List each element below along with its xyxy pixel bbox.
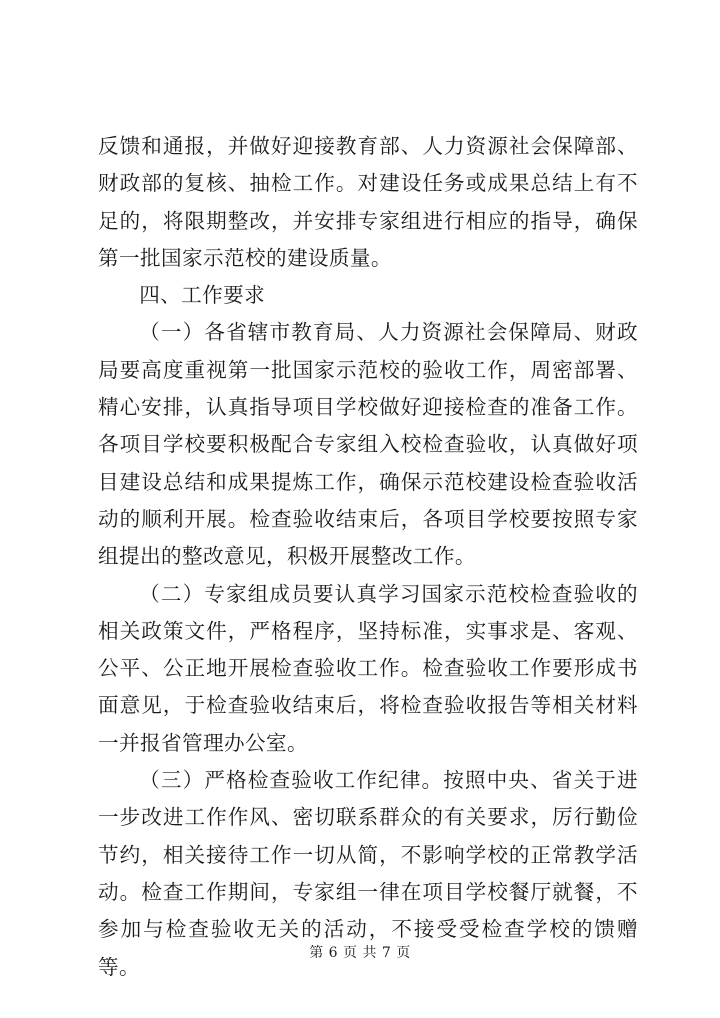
paragraph-requirement-2: （二）专家组成员要认真学习国家示范校检查验收的相关政策文件，严格程序，坚持标准，实事求是、客观、公平、公正地开展检查验收工作。检查验收工作要形成书面意见，于检查验收结束后，将检查验收报告等相关材料一并报省管理办公室。 — [98, 581, 638, 755]
page-number-label: 第 6 页 共 7 页 — [309, 945, 411, 961]
paragraph-requirement-1: （一）各省辖市教育局、人力资源社会保障局、财政局要高度重视第一批国家示范校的验收工作，周密部署、精心安排，认真指导项目学校做好迎接检查的准备工作。各项目学校要积极配合专家组入校检查验收，认真做好项目建设总结和成果提炼工作，确保示范校建设检查验收活动的顺利开展。检查验收结束后，各项目学校要按照专家组提出的整改意见，积极开展整改工作。 — [98, 320, 638, 569]
document-body — [98, 128, 638, 986]
page-footer — [0, 944, 720, 962]
section-heading-work-requirements: 四、工作要求 — [139, 283, 266, 308]
paragraph-continuation: 反馈和通报，并做好迎接教育部、人力资源社会保障部、财政部的复核、抽检工作。对建设任务或成果总结上有不足的，将限期整改，并安排专家组进行相应的指导，确保第一批国家示范校的建设质量。 — [98, 134, 638, 270]
paragraph-requirement-3: （三）严格检查验收工作纪律。按照中央、省关于进一步改进工作作风、密切联系群众的有关要求，厉行勤俭节约，相关接待工作一切从简，不影响学校的正常教学活动。检查工作期间，专家组一律在项目学校餐厅就餐，不参加与检查验收无关的活动，不接受受检查学校的馈赠等。 — [98, 768, 638, 979]
